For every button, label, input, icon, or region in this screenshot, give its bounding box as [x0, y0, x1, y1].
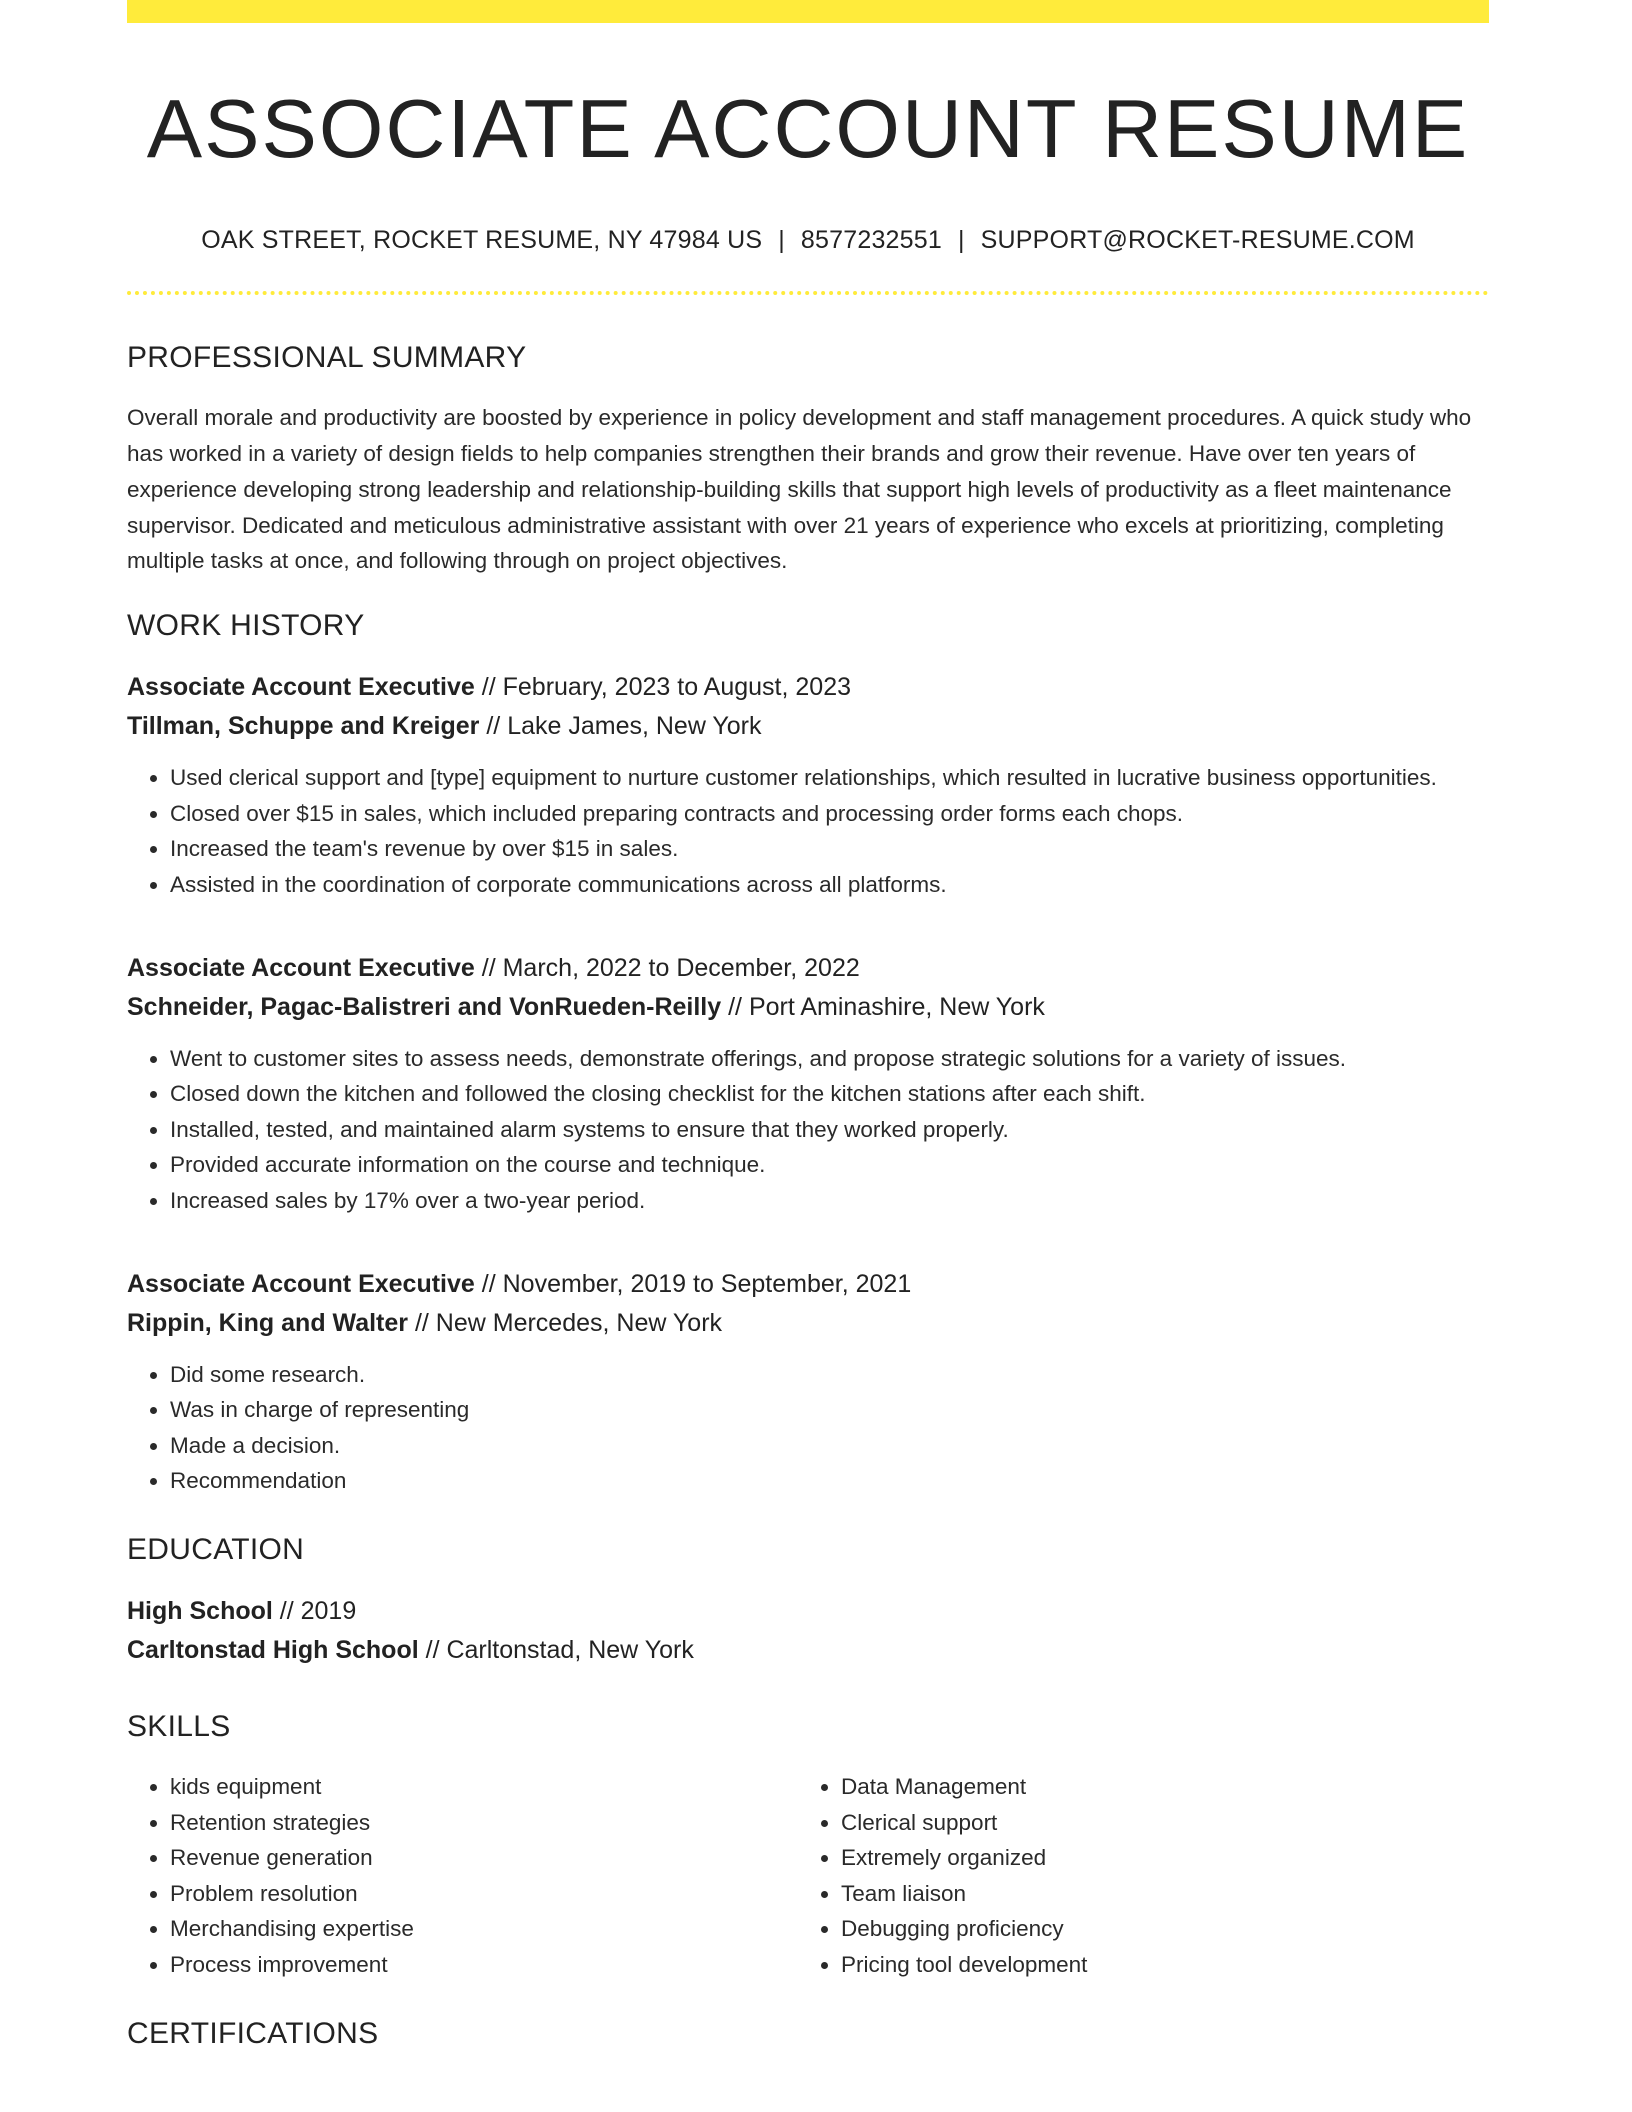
contact-separator: |: [778, 226, 785, 255]
skill-item: • Pricing tool development: [841, 1947, 1461, 1983]
contact-separator: |: [957, 226, 965, 255]
job-title-line: [127, 949, 1489, 988]
job-location: // Lake James, New York: [479, 712, 762, 741]
job-bullet-list: [127, 1041, 1489, 1219]
summary-heading: PROFESSIONAL SUMMARY: [127, 341, 527, 375]
job-bullet: • Went to customer sites to assess needs, demonstrate offerings, and propose strategic solutions for a variety of issues.: [170, 1041, 1489, 1077]
job-company: Rippin, King and Walter: [127, 1308, 409, 1337]
job-company: Tillman, Schuppe and Kreiger: [127, 712, 480, 741]
job-bullet: • Made a decision.: [170, 1428, 1489, 1464]
education-degree: High School: [127, 1597, 273, 1625]
job-title-line: [127, 668, 1489, 707]
skill-item: • Clerical support: [841, 1805, 1461, 1841]
education-heading: EDUCATION: [127, 1533, 305, 1566]
skill-item: • Debugging proficiency: [841, 1911, 1461, 1947]
job-bullet: • Recommendation: [170, 1463, 1489, 1499]
job-bullet: • Provided accurate information on the course and technique.: [170, 1147, 1489, 1183]
education-degree-line: [127, 1592, 1489, 1631]
job-title: Associate Account Executive: [127, 1269, 475, 1298]
skill-item: • kids equipment: [170, 1769, 798, 1805]
skill-item: • Revenue generation: [170, 1840, 798, 1876]
education-school: Carltonstad High School: [127, 1636, 419, 1664]
skill-item: • Retention strategies: [170, 1805, 798, 1841]
skills-right-list: [798, 1769, 1461, 1983]
job-bullet-list: [127, 1357, 1489, 1499]
work-history-heading: WORK HISTORY: [127, 609, 365, 643]
job-entry: [127, 1265, 1489, 1499]
job-company-line: [127, 988, 1489, 1027]
resume-title: ASSOCIATE ACCOUNT RESUME: [146, 82, 1470, 175]
work-history-list: [127, 668, 1489, 1499]
job-entry: [127, 668, 1489, 902]
job-dates: // March, 2022 to December, 2022: [474, 953, 860, 982]
contact-address: OAK STREET, ROCKET RESUME, NY 47984 US: [201, 226, 763, 255]
certifications-heading: CERTIFICATIONS: [127, 2016, 379, 2050]
job-entry: [127, 949, 1489, 1219]
summary-text: Overall morale and productivity are boosted by experience in policy development and staff management procedures. A quick study who has worked in a variety of design fields to help companies strengthen their brands and grow their revenue. Have over ten years of experience developing strong leadership and relationship-building skills that support high levels of productivity as a fleet maintenance supervisor. Dedicated and meticulous administrative assistant with over 21 years of experience who excels at prioritizing, completing multiple tasks at once, and following through on project objectives.: [127, 405, 1472, 574]
top-accent-bar: [127, 0, 1489, 23]
skill-item: • Team liaison: [841, 1876, 1461, 1912]
job-bullet: • Increased sales by 17% over a two-year period.: [170, 1183, 1489, 1219]
skill-item: • Process improvement: [170, 1947, 798, 1983]
skill-item: • Extremely organized: [841, 1840, 1461, 1876]
job-location: // New Mercedes, New York: [408, 1308, 723, 1337]
job-bullet: • Closed down the kitchen and followed the closing checklist for the kitchen stations after each shift.: [170, 1076, 1489, 1112]
skill-item: • Data Management: [841, 1769, 1461, 1805]
job-company: Schneider, Pagac-Balistreri and VonRueden-Reilly: [127, 992, 722, 1021]
job-bullet: • Assisted in the coordination of corporate communications across all platforms.: [170, 867, 1489, 903]
skill-item: • Merchandising expertise: [170, 1911, 798, 1947]
education-school-line: [127, 1631, 1489, 1670]
job-bullet: • Closed over $15 in sales, which included preparing contracts and processing order forms each chops.: [170, 796, 1489, 832]
job-title-line: [127, 1265, 1489, 1304]
job-location: // Port Aminashire, New York: [721, 992, 1045, 1021]
skills-heading: SKILLS: [127, 1710, 231, 1743]
dotted-divider: [127, 291, 1489, 295]
job-bullet: • Was in charge of representing: [170, 1392, 1489, 1428]
contact-line: [127, 226, 1489, 255]
job-bullet: • Used clerical support and [type] equipment to nurture customer relationships, which resulted in lucrative business opportunities.: [170, 760, 1489, 796]
education-entry: [127, 1592, 1489, 1670]
job-dates: // February, 2023 to August, 2023: [474, 673, 851, 702]
job-title: Associate Account Executive: [127, 673, 475, 702]
job-bullet: • Installed, tested, and maintained alarm systems to ensure that they worked properly.: [170, 1112, 1489, 1148]
job-company-line: [127, 1304, 1489, 1343]
job-dates: // November, 2019 to September, 2021: [474, 1269, 912, 1298]
job-company-line: [127, 707, 1489, 746]
job-bullet: • Increased the team's revenue by over $15 in sales.: [170, 831, 1489, 867]
skill-item: • Problem resolution: [170, 1876, 798, 1912]
education-location: // Carltonstad, New York: [418, 1636, 694, 1664]
skills-left-list: [127, 1769, 798, 1983]
job-title: Associate Account Executive: [127, 953, 475, 982]
skills-columns: [127, 1769, 1489, 1983]
resume-page: [127, 0, 1489, 2050]
education-year: // 2019: [272, 1597, 357, 1625]
contact-email: SUPPORT@ROCKET-RESUME.COM: [980, 226, 1415, 255]
job-bullet-list: [127, 760, 1489, 902]
job-bullet: • Did some research.: [170, 1357, 1489, 1393]
contact-phone: 8577232551: [800, 226, 942, 255]
